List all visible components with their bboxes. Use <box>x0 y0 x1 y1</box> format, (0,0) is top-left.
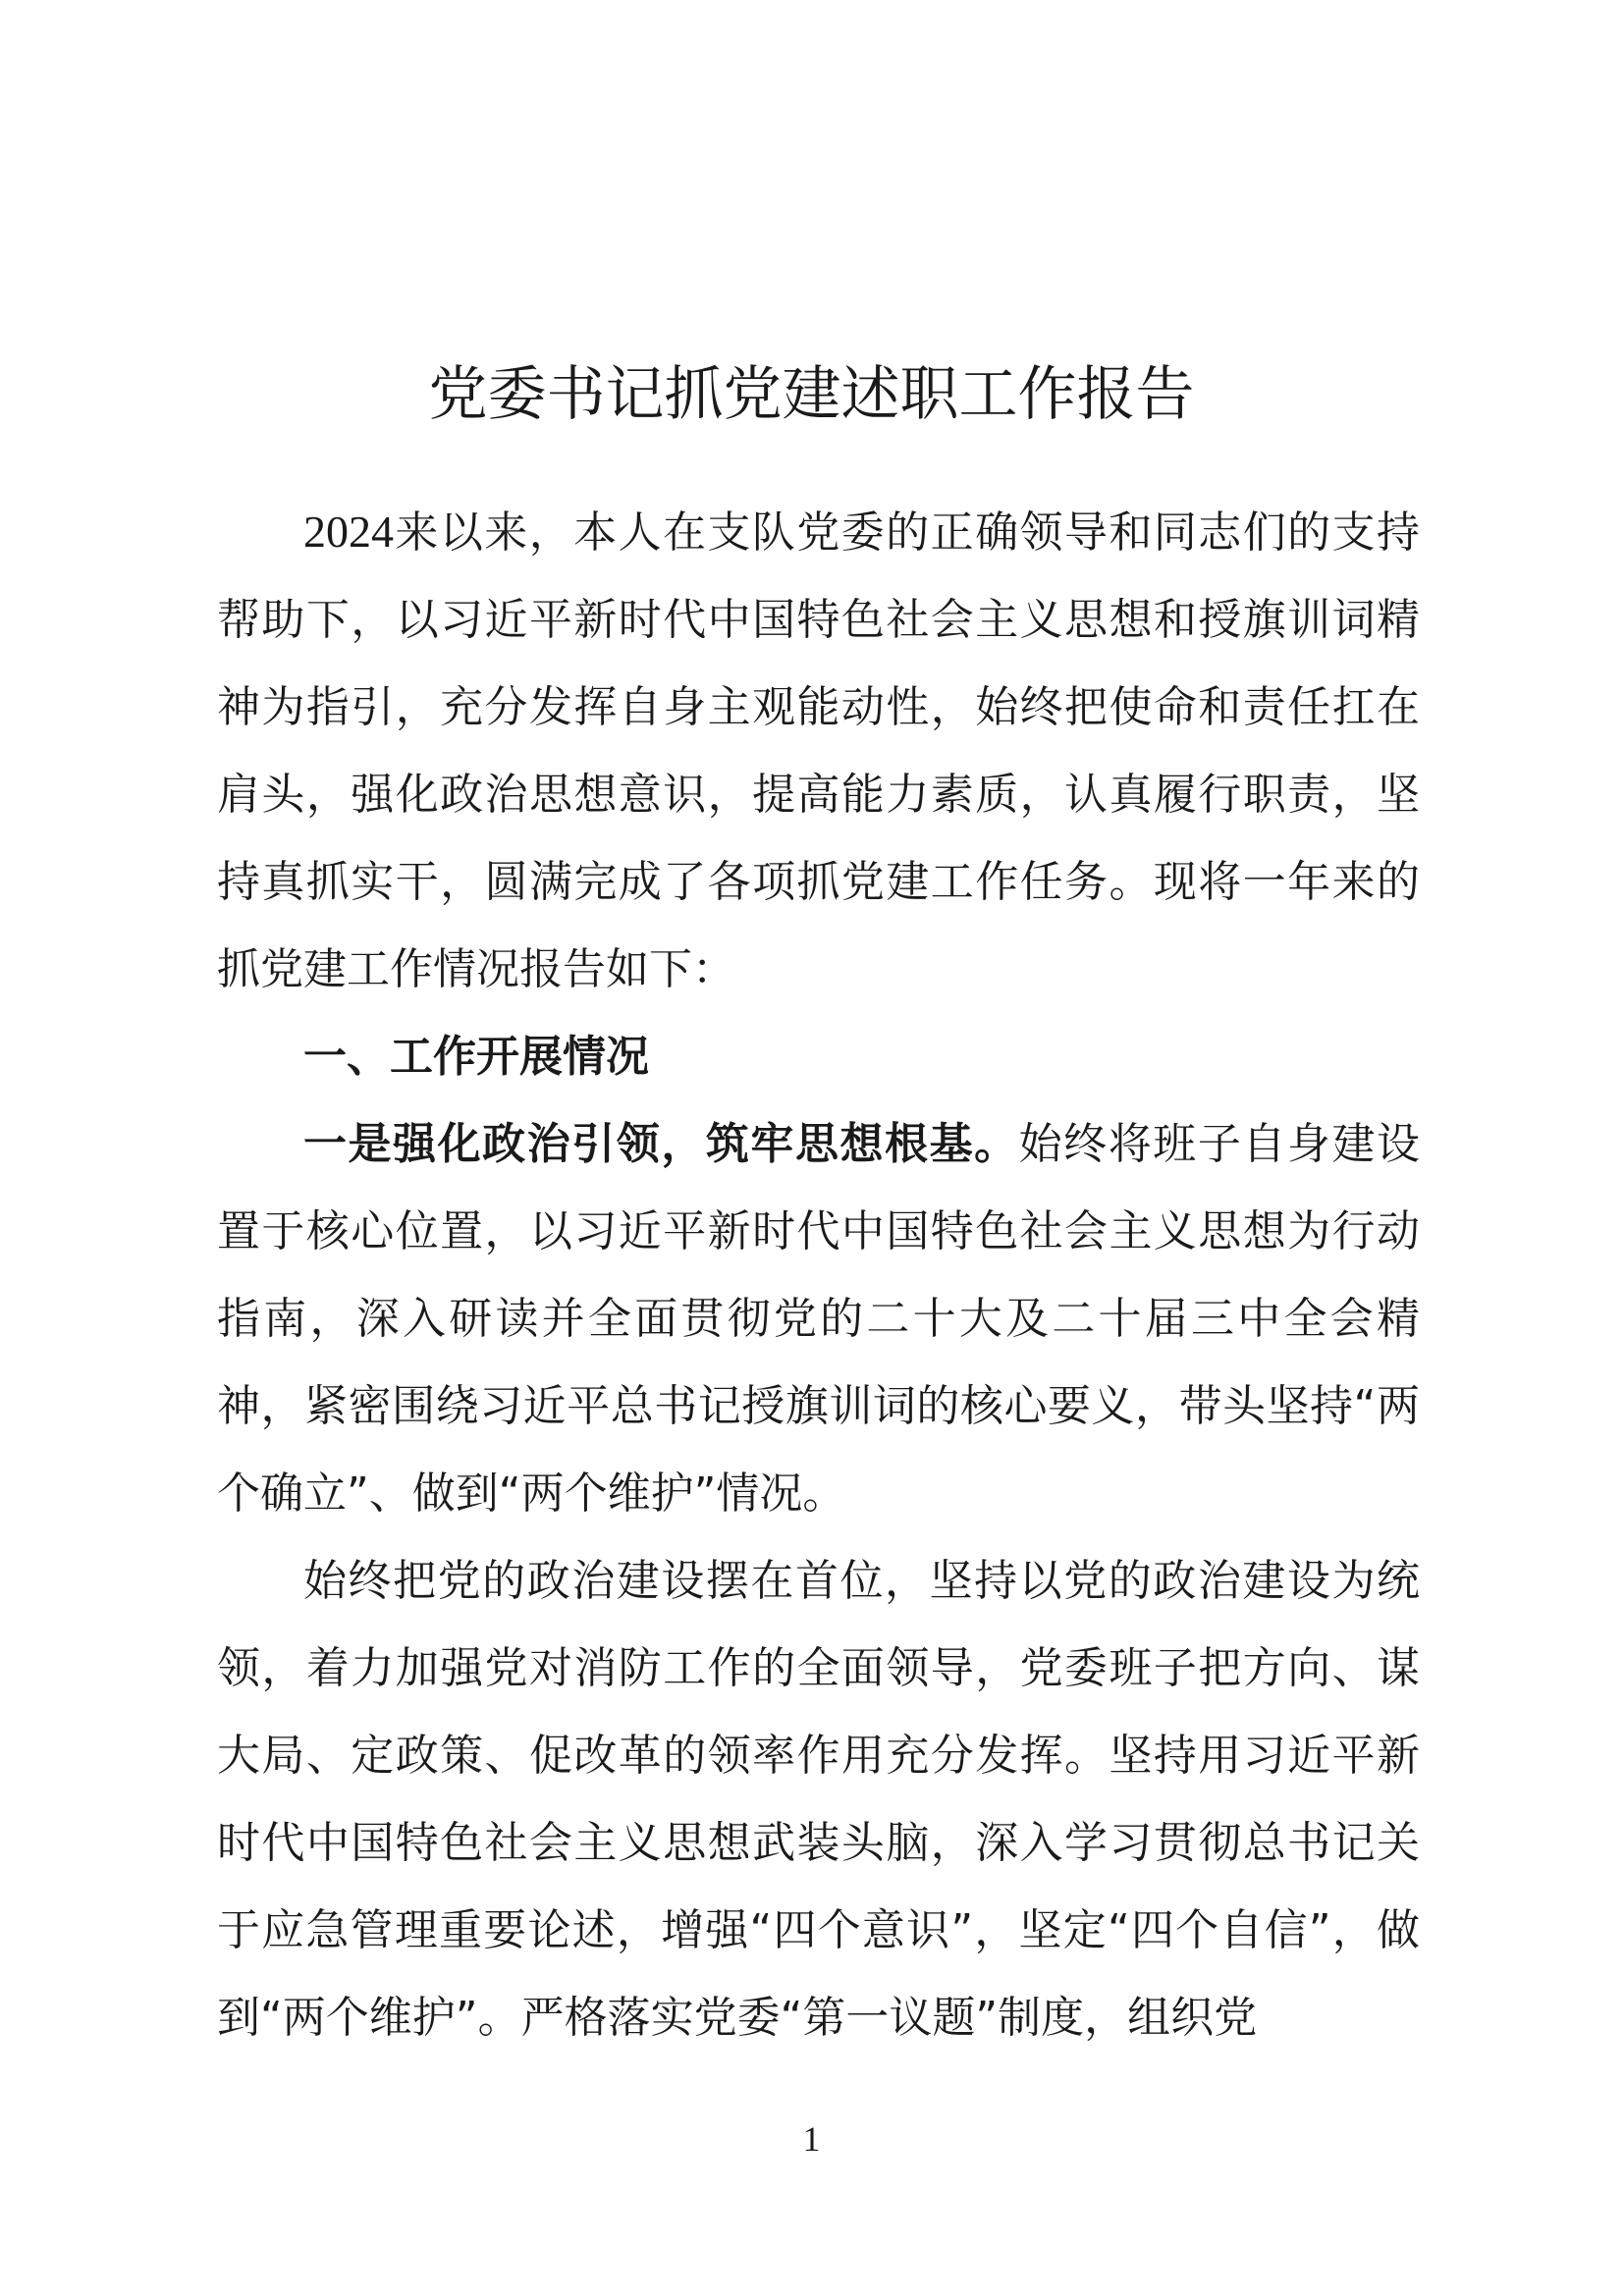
intro-year: 2024 <box>303 507 394 557</box>
document-title: 党委书记抓党建述职工作报告 <box>428 360 1195 430</box>
section-heading-work-status: 一、工作开展情况 <box>303 1032 649 1082</box>
intro-paragraph <box>217 488 1420 1013</box>
political-building-paragraph: 始终把党的政治建设摆在首位，坚持以党的政治建设为统领，着力加强党对消防工作的全面领导，党委班子把方向、谋大局、定政策、促改革的领率作用充分发挥。坚持用习近平新时代中国特色社会主义思想武装头脑，深入学习贯彻总书记关于应急管理重要论述，增强“四个意识”，坚定“四个自信”，做到“两个维护”。严格落实党委“第一议题”制度，组织党 <box>217 1556 1420 2043</box>
page-number: 1 <box>802 2119 821 2159</box>
intro-text: 来以来，本人在支队党委的正确领导和同志们的支持帮助下，以习近平新时代中国特色社会主义思想和授旗训词精神为指引，充分发挥自身主观能动性，始终把使命和责任扛在肩头，强化政治思想意识，提高能力素质，认真履行职责，坚持真抓实干，圆满完成了各项抓党建工作任务。现将一年来的抓党建工作情况报告如下： <box>217 507 1420 994</box>
point-one-lead: 一是强化政治引领，筑牢思想根基。 <box>303 1119 1019 1169</box>
point-one-paragraph <box>217 1100 1420 1537</box>
document-body <box>217 488 1420 2061</box>
point-one-text: 始终将班子自身建设置于核心位置，以习近平新时代中国特色社会主义思想为行动指南，深入研读并全面贯彻党的二十大及二十届三中全会精神，紧密围绕习近平总书记授旗训词的核心要义，带头坚持“两个确立”、做到“两个维护”情况。 <box>217 1119 1421 1519</box>
